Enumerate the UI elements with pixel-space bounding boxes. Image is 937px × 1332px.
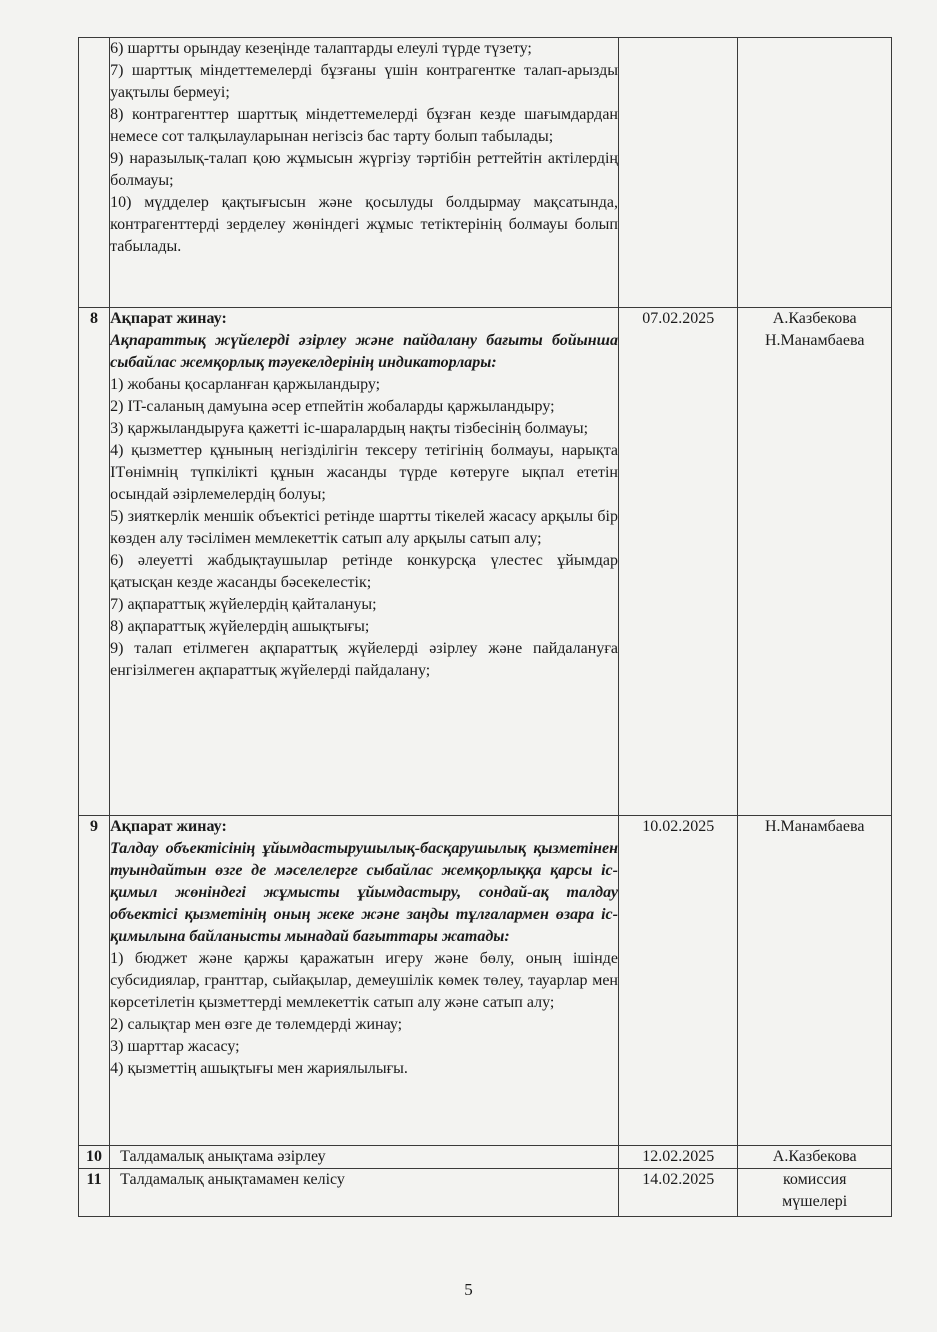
list-item: 1) жобаны қосарланған қаржыландыру;	[110, 376, 381, 393]
table-row	[79, 1146, 892, 1169]
list-item: 7) ақпараттық жүйелердің қайталануы;	[110, 596, 377, 613]
row-subheading: Ақпараттық жүйелерді әзірлеу және пайдалану бағыты бойынша сыбайлас жемқорлық тәуекелдерінің индикаторлары:	[110, 332, 618, 371]
row-responsible: А.Казбекова	[738, 1146, 892, 1169]
list-item: 4) қызметтер құнының негізділігін тексеру тетігінің болмауы, нарықта ITөнімнің түпкілікті құнын жасанды түрде көтеруге ықпал ететін осындай әзірлемелердің болуы;	[110, 442, 618, 503]
table-row	[79, 308, 892, 816]
row-responsible	[738, 1169, 892, 1217]
list-item: 1) бюджет және қаржы қаражатын игеру және бөлу, оның ішінде субсидиялар, гранттар, сыйақылар, демеушілік көмек төлеу, тауарлар мен көрсетілетін қызметтерді мемлекеттік сатып алу және сатып алу;	[110, 950, 618, 1011]
row-date: 07.02.2025	[618, 308, 737, 816]
row-heading: Ақпарат жинау:	[110, 818, 227, 835]
page-number: 5	[464, 1280, 473, 1299]
row-number: 8	[79, 308, 110, 816]
responsible-name: комиссия	[782, 1171, 847, 1188]
list-item: 5) зияткерлік меншік объектісі ретінде шартты тікелей жасасу арқылы бір көзден алу тәсілімен мемлекеттік сатып алу арқылы сатып алу;	[110, 508, 618, 547]
row-heading: Ақпарат жинау:	[110, 310, 227, 327]
row-number: 9	[79, 816, 110, 1146]
list-item: 6) әлеуетті жабдықтаушылар ретінде конкурсқа үлестес ұйымдар қатысқан кезде жасанды бәсекелестік;	[110, 552, 618, 591]
list-item: 4) қызметтің ашықтығы мен жариялылығы.	[110, 1060, 408, 1077]
row-content	[110, 816, 619, 1146]
row-number	[79, 38, 110, 308]
row-number: 11	[79, 1169, 110, 1217]
row-content: Талдамалық анықтама әзірлеу	[110, 1146, 619, 1169]
row-date: 10.02.2025	[618, 816, 737, 1146]
row-responsible	[738, 308, 892, 816]
row-number: 10	[79, 1146, 110, 1169]
responsible-name: мүшелері	[782, 1193, 848, 1210]
row-date: 14.02.2025	[618, 1169, 737, 1217]
table-row	[79, 38, 892, 308]
row-responsible	[738, 38, 892, 308]
list-item: 6) шартты орындау кезеңінде талаптарды елеулі түрде түзету;	[110, 40, 532, 57]
list-item: 7) шарттық міндеттемелерді бұзғаны үшін контрагентке талап-арызды уақтылы бермеуі;	[110, 62, 618, 101]
row-date	[618, 38, 737, 308]
row-date: 12.02.2025	[618, 1146, 737, 1169]
row-responsible: Н.Манамбаева	[738, 816, 892, 1146]
row-subheading: Талдау объектісінің ұйымдастырушылық-басқарушылық қызметінен туындайтын өзге де мәселелерге сыбайлас жемқорлыққа қарсы іс-қимыл жөніндегі жұмысты ұйымдастыру, сондай-ақ талдау объектісі қызметінің оның жеке және заңды тұлғалармен өзара іс-қимылына байланысты мынадай бағыттары жатады:	[110, 840, 618, 945]
list-item: 2) IT-саланың дамуына әсер етпейтін жобаларды қаржыландыру;	[110, 398, 555, 415]
row-content	[110, 38, 619, 308]
list-item: 8) контрагенттер шарттық міндеттемелерді бұзған кезде шағымдардан немесе сот талқылауларынан негізсіз бас тарту болып табылады;	[110, 106, 618, 145]
list-item: 9) талап етілмеген ақпараттық жүйелерді әзірлеу және пайдалануға енгізілмеген ақпараттық жүйелерді пайдалану;	[110, 640, 618, 679]
list-item: 9) наразылық-талап қою жұмысын жүргізу тәртібін реттейтін актілердің болмауы;	[110, 150, 618, 189]
responsible-name: А.Казбекова	[772, 310, 857, 327]
list-item: 10) мүдделер қақтығысын және қосылуды болдырмау мақсатында, контрагенттерді зерделеу жөніндегі жұмыс тетіктерінің болмауы болып табылады.	[110, 194, 618, 255]
responsible-name: Н.Манамбаева	[764, 332, 865, 349]
table-row	[79, 816, 892, 1146]
list-item: 3) шарттар жасасу;	[110, 1038, 240, 1055]
table-row	[79, 1169, 892, 1217]
list-item: 8) ақпараттық жүйелердің ашықтығы;	[110, 618, 370, 635]
row-content	[110, 308, 619, 816]
list-item: 2) салықтар мен өзге де төлемдерді жинау;	[110, 1016, 403, 1033]
plan-table	[78, 37, 892, 1217]
row-content: Талдамалық анықтамамен келісу	[110, 1169, 619, 1217]
list-item: 3) қаржыландыруға қажетті іс-шаралардың нақты тізбесінің болмауы;	[110, 420, 589, 437]
